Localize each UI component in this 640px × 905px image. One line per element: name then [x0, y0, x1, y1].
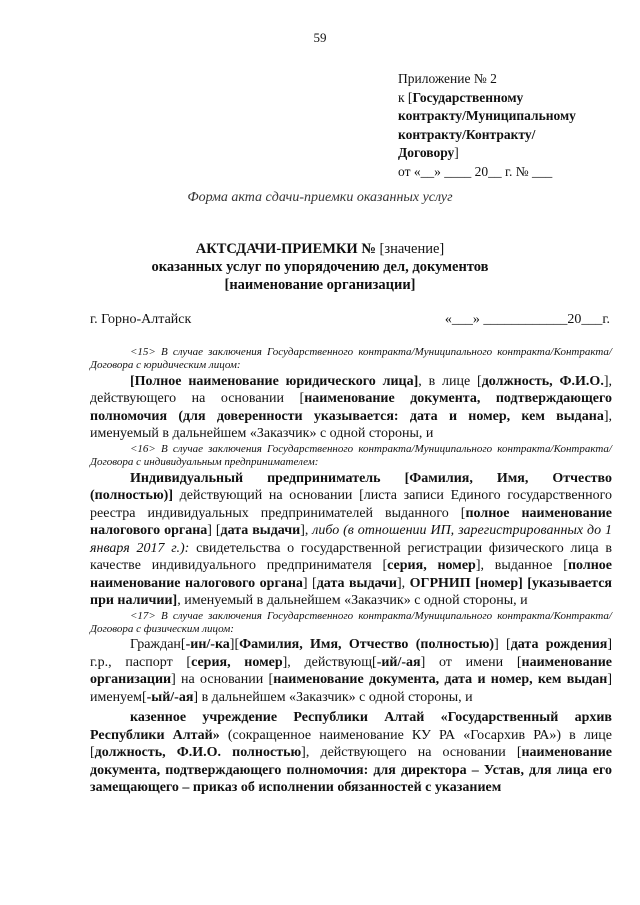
legal-entity-name: [Полное наименование юридического лица]: [130, 373, 419, 389]
text-fragment: ], выданное [: [475, 558, 568, 574]
appendix-line-5: [398, 144, 628, 163]
tax-authority: полное наименование налогового органа: [90, 505, 612, 539]
archive-name: казенное учреждение Республики Алтай «Государственный архив Республики Алтай»: [90, 710, 612, 743]
text-fragment: ] г.р., паспорт [: [90, 637, 613, 670]
authority-document: наименование документа, подтверждающего полномочия (для доверенности указывается: дата и номер, кем выдана: [90, 391, 613, 424]
appendix-line-2: [398, 89, 628, 108]
appendix-date-number: от «__» ____ 20__ г. № ___: [398, 163, 553, 179]
paragraph-legal-entity: [90, 373, 612, 443]
text-fragment: свидетельства о государственной регистрации физического лица в качестве индивидуального предпринимателя [: [90, 540, 613, 574]
issue-date: дата выдачи: [220, 523, 301, 539]
text-fragment: ][: [229, 637, 240, 653]
appendix-contract-agreement: Договору: [398, 145, 455, 160]
text-fragment: ], действующего на основании [: [301, 745, 522, 761]
gender-suffix: -ин/-ка: [185, 637, 230, 653]
page-number: 59: [313, 30, 327, 45]
text-fragment: ],: [300, 523, 313, 539]
appendix-contract-type: Государственному: [412, 89, 524, 105]
birth-date: дата рождения: [510, 637, 608, 653]
text-fragment: ], действующ[: [282, 654, 377, 670]
text-fragment: (сокращенное наименование КУ РА «Госархив РА») в лице [: [90, 727, 612, 761]
act-organization: [наименование организации]: [224, 277, 416, 293]
text-fragment: ] в дальнейшем «Заказчик» с одной стороны, и: [193, 689, 473, 705]
series-number: серия, номер: [191, 654, 283, 670]
act-number-value: [значение]: [379, 241, 445, 257]
place-date-line: [90, 312, 610, 328]
paragraph-entrepreneur: [90, 470, 612, 610]
act-date: «___» ____________20___г.: [444, 312, 610, 327]
text-fragment: ] [: [302, 575, 317, 591]
form-title: Форма акта сдачи-приемки оказанных услуг: [187, 190, 453, 205]
appendix-prefix: к [: [398, 89, 413, 105]
city: г. Горно-Алтайск: [90, 312, 192, 327]
document-body: [90, 346, 612, 797]
text-fragment: ] именуем[: [90, 672, 613, 705]
organization-name: наименование организации: [90, 654, 613, 688]
authority-document: наименование документа, подтверждающего полномочия: для директора – Устав, для лица его замещающего – приказ об исполнении обязанностей с указанием: [90, 745, 612, 796]
appendix-line-1: Приложение № 2: [398, 71, 497, 86]
act-title: [0, 240, 640, 258]
issue-date: дата выдачи: [316, 575, 397, 591]
text-fragment: ] на основании [: [171, 672, 274, 688]
act-title-block: [0, 240, 640, 294]
appendix-line-3: контракту/Муниципальному: [398, 108, 576, 123]
full-name: Фамилия, Имя, Отчество (полностью): [239, 637, 495, 653]
text-fragment: Граждан[: [130, 637, 186, 653]
appendix-header: [398, 70, 628, 181]
note-15: <15> В случае заключения Государственного контракта/Муниципального контракта/Контракта/Договора с юридическим лицом:: [90, 346, 612, 372]
text-fragment: ] [: [207, 523, 221, 539]
act-subtitle: оказанных услуг по упорядочению дел, документов: [151, 259, 489, 275]
paragraph-archive: [90, 709, 612, 797]
text-fragment: , в лице [: [418, 373, 482, 389]
note-16: <16> В случае заключения Государственного контракта/Муниципального контракта/Контракта/Договора с индивидуальным предпринимателем:: [90, 442, 612, 469]
gender-suffix: -ий/-ая: [376, 654, 421, 670]
paragraph-individual: [90, 636, 612, 706]
ogrnip: ОГРНИП [номер] [указывается при наличии]: [90, 575, 612, 609]
appendix-bracket: ]: [454, 145, 459, 160]
authority-document: наименование документа, дата и номер, кем выдан: [273, 672, 608, 688]
appendix-line-4: контракту/Контракту/: [398, 126, 536, 142]
text-fragment: , именуемый в дальнейшем «Заказчик» с одной стороны, и: [177, 593, 528, 609]
position-full-name: должность, Ф.И.О. полностью: [94, 745, 302, 761]
italic-clause: либо (в отношении ИП, зарегистрированных до 1 января 2017 г.):: [90, 523, 612, 556]
entrepreneur-name: Индивидуальный предприниматель [Фамилия, Имя, Отчество (полностью)]: [90, 470, 612, 504]
text-fragment: ],: [396, 575, 410, 591]
text-fragment: действующий на основании [листа записи Единого государственного реестра индивидуальных предпринимателей выданного [: [90, 488, 612, 521]
position-name: должность, Ф.И.О.: [481, 373, 604, 389]
series-number: серия, номер: [387, 558, 476, 574]
note-17: <17> В случае заключения Государственного контракта/Муниципального контракта/Контракта/Договора с физическим лицом:: [90, 609, 612, 636]
text-fragment: ] от имени [: [420, 654, 522, 670]
text-fragment: ] [: [494, 637, 511, 653]
text-fragment: ], действующего на основании [: [90, 373, 612, 407]
act-title-text: АКТСДАЧИ-ПРИЕМКИ №: [195, 241, 376, 257]
text-fragment: ], именуемый в дальнейшем «Заказчик» с одной стороны, и: [90, 408, 612, 442]
gender-suffix: -ый/-ая: [146, 689, 194, 705]
tax-authority: полное наименование налогового органа: [90, 558, 612, 591]
